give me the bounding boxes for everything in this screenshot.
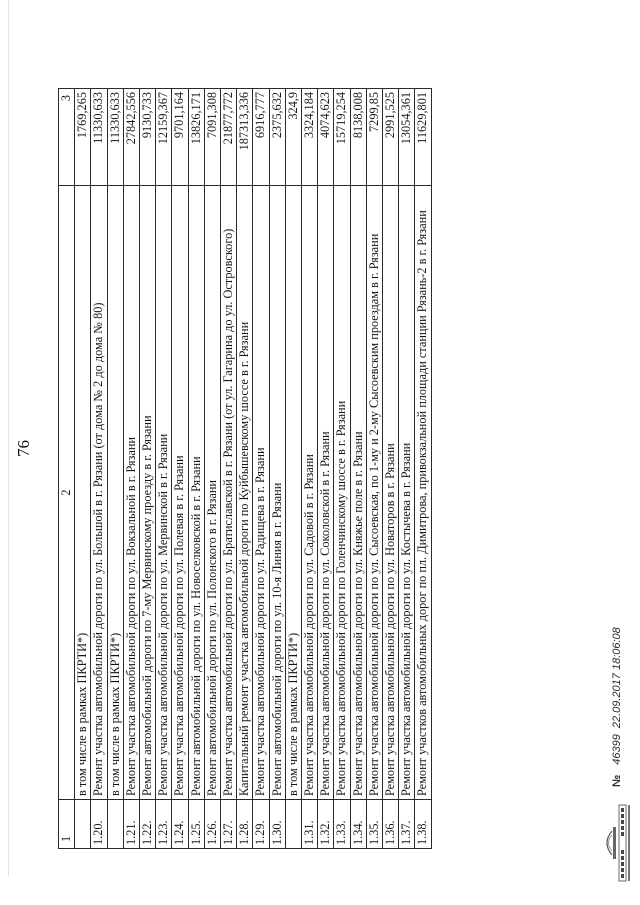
document-timestamp: 22.09.2017 18:06:08 [611, 627, 623, 729]
row-amount-cell: 6916,777 [253, 89, 269, 186]
row-amount-cell: 324,9 [285, 89, 301, 186]
row-amount-cell: 27842,556 [123, 89, 139, 186]
row-amount-cell: 1769,265 [75, 89, 91, 186]
row-description-cell: Ремонт участков автомобильных дорог по пл. Димитрова, привокзальной площади станции Рязань-2 в г. Рязани [415, 186, 431, 800]
budget-table [58, 88, 432, 849]
document-registration-mark [611, 627, 623, 787]
row-amount-cell: 11330,633 [91, 89, 107, 186]
row-description-cell: в том числе в рамках ПКРТИ*) [285, 186, 301, 800]
header-col-3: 3 [59, 89, 75, 186]
row-number-cell: 1.31. [302, 800, 318, 849]
table-row [399, 89, 415, 849]
row-amount-cell: 7299,85 [366, 89, 382, 186]
table-row [253, 89, 269, 849]
row-description-cell: Ремонт участка автомобильной дороги по ул. Костычева в г. Рязани [399, 186, 415, 800]
document-number: 46399 [611, 734, 623, 765]
table-row [318, 89, 334, 849]
row-description-cell: Ремонт автомобильной дороги по ул. Новоселковской в г. Рязани [188, 186, 204, 800]
page-number: 76 [14, 440, 33, 457]
document-footer [600, 627, 634, 885]
row-number-cell: 1.28. [237, 800, 253, 849]
header-col-1: 1 [59, 800, 75, 849]
row-description-cell: Ремонт участка автомобильной дороги по ул. Вокзальной в г. Рязани [123, 186, 139, 800]
table-row [366, 89, 382, 849]
row-number-cell: 1.37. [399, 800, 415, 849]
row-number-cell: 1.38. [415, 800, 431, 849]
row-amount-cell: 4074,623 [318, 89, 334, 186]
table-row [221, 89, 237, 849]
table-row [140, 89, 156, 849]
row-number-cell: 1.26. [204, 800, 220, 849]
row-amount-cell: 2375,632 [269, 89, 285, 186]
row-amount-cell: 7091,308 [204, 89, 220, 186]
row-number-cell: 1.33. [334, 800, 350, 849]
row-number-cell: 1.21. [123, 800, 139, 849]
table-row [75, 89, 91, 849]
row-number-cell [107, 800, 123, 849]
row-description-cell: Ремонт участка автомобильной дороги по ул. Полевая в г. Рязани [172, 186, 188, 800]
table-row [237, 89, 253, 849]
table-row [269, 89, 285, 849]
table-row [172, 89, 188, 849]
row-number-cell: 1.22. [140, 800, 156, 849]
row-number-cell: 1.35. [366, 800, 382, 849]
row-description-cell: Капитальный ремонт участка автомобильной дороги по Куйбышевскому шоссе в г. Рязани [237, 186, 253, 800]
row-description-cell: Ремонт участка автомобильной дороги по ул. Братиславской в г. Рязани (от ул. Гагарина до ул. Островского) [221, 186, 237, 800]
table-row [415, 89, 431, 849]
table-header-row [59, 89, 75, 849]
table-row [188, 89, 204, 849]
row-number-cell: 1.23. [156, 800, 172, 849]
row-description-cell: в том числе в рамках ПКРТИ*) [75, 186, 91, 800]
row-amount-cell: 8138,008 [350, 89, 366, 186]
table-row [156, 89, 172, 849]
header-col-2: 2 [59, 186, 75, 800]
row-description-cell: Ремонт участка автомобильной дороги по ул. Садовой в г. Рязани [302, 186, 318, 800]
row-amount-cell: 11629,801 [415, 89, 431, 186]
row-amount-cell: 9701,164 [172, 89, 188, 186]
row-number-cell [285, 800, 301, 849]
row-description-cell: Ремонт автомобильной дороги по ул. 10-я Линия в г. Рязани [269, 186, 285, 800]
row-description-cell: Ремонт автомобильной дороги по 7-му Мервинскому проезду в г. Рязани [140, 186, 156, 800]
table-body [59, 89, 432, 849]
row-number-cell: 1.34. [350, 800, 366, 849]
row-amount-cell: 13054,361 [399, 89, 415, 186]
row-number-cell: 1.24. [172, 800, 188, 849]
row-number-cell: 1.20. [91, 800, 107, 849]
table-row [334, 89, 350, 849]
table-row [204, 89, 220, 849]
row-description-cell: Ремонт участка автомобильной дороги по ул. Большой в г. Рязани (от дома № 2 до дома № 80) [91, 186, 107, 800]
scan-edge-line [8, 0, 9, 875]
table-row [107, 89, 123, 849]
row-description-cell: Ремонт автомобильной дороги по ул. Полонского в г. Рязани [204, 186, 220, 800]
table-row [350, 89, 366, 849]
row-number-cell: 1.25. [188, 800, 204, 849]
row-amount-cell: 2991,525 [383, 89, 399, 186]
table-row [383, 89, 399, 849]
row-amount-cell: 11330,633 [107, 89, 123, 186]
table-row [123, 89, 139, 849]
row-amount-cell: 3324,184 [302, 89, 318, 186]
table-row [91, 89, 107, 849]
table-row [302, 89, 318, 849]
row-amount-cell: 12159,367 [156, 89, 172, 186]
number-sign: № [611, 774, 623, 787]
row-number-cell: 1.36. [383, 800, 399, 849]
row-amount-cell: 21877,772 [221, 89, 237, 186]
ministry-emblem-icon [600, 801, 634, 885]
row-number-cell: 1.27. [221, 800, 237, 849]
row-description-cell: Ремонт участка автомобильной дороги по Голенчинскому шоссе в г. Рязани [334, 186, 350, 800]
row-description-cell: Ремонт участка автомобильной дороги по ул. Мервинской в г. Рязани [156, 186, 172, 800]
row-description-cell: Ремонт участка автомобильной дороги по ул. Соколовской в г. Рязани [318, 186, 334, 800]
row-amount-cell: 13826,171 [188, 89, 204, 186]
row-number-cell: 1.29. [253, 800, 269, 849]
row-number-cell [75, 800, 91, 849]
row-description-cell: Ремонт участка автомобильной дороги по ул. Сысоевская, по 1-му и 2-му Сысоевским проездам в г. Рязани [366, 186, 382, 800]
row-number-cell: 1.32. [318, 800, 334, 849]
row-amount-cell: 15719,254 [334, 89, 350, 186]
row-description-cell: Ремонт участка автомобильной дороги по ул. Радищева в г. Рязани [253, 186, 269, 800]
row-description-cell: Ремонт участка автомобильной дороги по ул. Новаторов в г. Рязани [383, 186, 399, 800]
row-description-cell: в том числе в рамках ПКРТИ*) [107, 186, 123, 800]
row-description-cell: Ремонт участка автомобильной дороги по ул. Княжье поле в г. Рязани [350, 186, 366, 800]
row-amount-cell: 9130,733 [140, 89, 156, 186]
row-number-cell: 1.30. [269, 800, 285, 849]
table-row [285, 89, 301, 849]
row-amount-cell: 187313,336 [237, 89, 253, 186]
